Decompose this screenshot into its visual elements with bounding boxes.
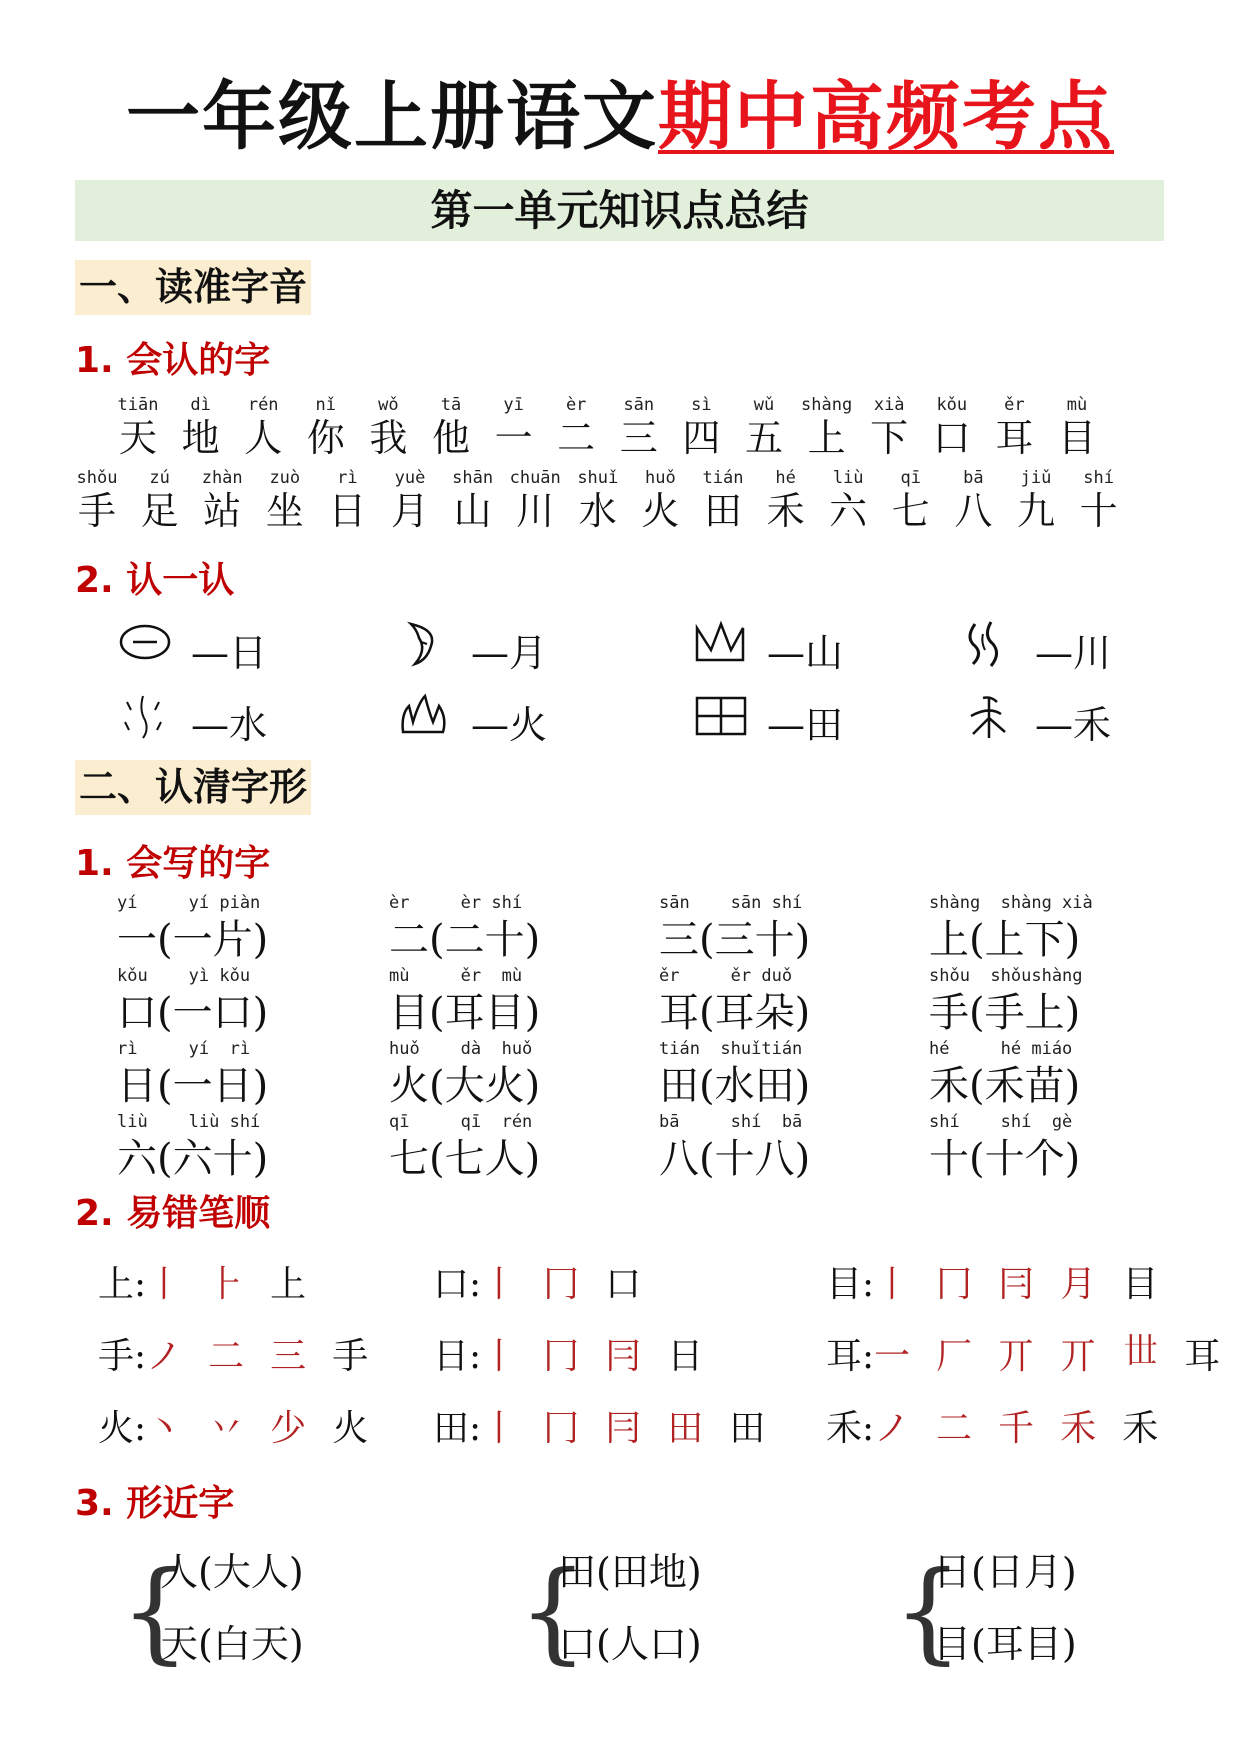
char-with-pinyin bbox=[379, 468, 441, 534]
stroke-steps bbox=[481, 1328, 703, 1379]
stroke-char: 上: bbox=[98, 1264, 147, 1305]
pictograph-label: —日 bbox=[191, 631, 268, 675]
pinyin: liù bbox=[832, 468, 864, 488]
char-with-pinyin bbox=[942, 468, 1004, 534]
hanzi: 目 bbox=[1057, 416, 1096, 460]
stroke-step: 目 bbox=[1122, 1264, 1159, 1305]
pinyin: shí bbox=[1083, 468, 1114, 488]
stroke-char: 火: bbox=[98, 1408, 147, 1449]
pinyin: tā bbox=[440, 395, 462, 415]
subheading-write-chars: 1. 会写的字 bbox=[75, 843, 271, 884]
hanzi: 天 bbox=[118, 416, 157, 460]
stroke-step: 口 bbox=[605, 1264, 642, 1305]
stroke-step: 二 bbox=[936, 1408, 973, 1449]
pinyin: bā bbox=[963, 468, 984, 488]
pinyin: rén bbox=[247, 395, 279, 415]
word-item bbox=[389, 1039, 629, 1109]
stroke-step: 三 bbox=[270, 1336, 307, 1377]
stroke-step: 日 bbox=[667, 1336, 704, 1377]
pinyin: wǒ bbox=[378, 395, 399, 415]
word-pinyin: kǒu yì kǒu bbox=[117, 966, 251, 986]
subheading-recognize-chars: 1. 会认的字 bbox=[75, 340, 271, 381]
stroke-step: 冂 bbox=[936, 1264, 973, 1305]
word-item bbox=[117, 966, 357, 1036]
stroke-step: ⺊ bbox=[208, 1264, 245, 1305]
stroke-step: 禾 bbox=[1060, 1408, 1097, 1449]
stroke-step: 冂 bbox=[543, 1336, 580, 1377]
word-item bbox=[929, 1112, 1169, 1182]
stroke-order-row bbox=[98, 1400, 368, 1451]
pictograph-label: —川 bbox=[1035, 631, 1112, 675]
pictograph-item bbox=[117, 692, 267, 751]
subheading-similar-chars: 3. 形近字 bbox=[75, 1483, 235, 1524]
stroke-order-row bbox=[826, 1256, 1158, 1307]
hanzi: 坐 bbox=[265, 489, 304, 533]
stroke-step: 手 bbox=[332, 1336, 369, 1377]
word-hanzi: 火(大火) bbox=[389, 1063, 541, 1109]
hanzi: 足 bbox=[140, 489, 179, 533]
stroke-order-row bbox=[433, 1256, 641, 1307]
stroke-step: 禾 bbox=[1122, 1408, 1159, 1449]
word-pinyin: shí shí gè bbox=[929, 1112, 1073, 1132]
char-with-pinyin bbox=[858, 395, 920, 461]
word-item bbox=[659, 966, 899, 1036]
word-item bbox=[389, 893, 629, 963]
word-hanzi: 八(十八) bbox=[659, 1136, 811, 1182]
pictograph-label: —田 bbox=[767, 703, 844, 747]
word-hanzi: 十(十个) bbox=[929, 1136, 1081, 1182]
stroke-char: 日: bbox=[433, 1336, 482, 1377]
stroke-step: 少 bbox=[270, 1408, 307, 1449]
pinyin: nǐ bbox=[315, 395, 337, 415]
pinyin: xià bbox=[873, 395, 905, 415]
similar-word: 日(日月) bbox=[933, 1550, 1077, 1594]
sun-pictograph-icon bbox=[117, 620, 173, 679]
char-with-pinyin bbox=[670, 395, 732, 461]
brace-icon: { bbox=[120, 1547, 190, 1675]
char-with-pinyin bbox=[1005, 468, 1067, 534]
pictograph-item bbox=[961, 620, 1111, 679]
word-pinyin: yí yí piàn bbox=[117, 893, 261, 913]
stroke-step: 火 bbox=[332, 1408, 369, 1449]
subheading-pictographs: 2. 认一认 bbox=[75, 560, 235, 601]
char-with-pinyin bbox=[1046, 395, 1108, 461]
hanzi: 五 bbox=[744, 416, 783, 460]
word-hanzi: 日(一日) bbox=[117, 1063, 269, 1109]
word-pinyin: tián shuǐtián bbox=[659, 1039, 803, 1059]
page-title bbox=[0, 58, 1240, 164]
pictograph-item bbox=[397, 692, 547, 751]
pinyin: tiān bbox=[117, 395, 159, 415]
hanzi: 六 bbox=[829, 489, 868, 533]
char-with-pinyin bbox=[232, 395, 294, 461]
stroke-step: 丌 bbox=[998, 1336, 1035, 1377]
pinyin: zuò bbox=[269, 468, 301, 488]
word-pinyin: hé hé miáo bbox=[929, 1039, 1073, 1059]
char-with-pinyin bbox=[629, 468, 691, 534]
stroke-step: 上 bbox=[270, 1264, 307, 1305]
char-with-pinyin bbox=[1068, 468, 1130, 534]
hanzi: 水 bbox=[578, 489, 617, 533]
hanzi: 你 bbox=[306, 416, 345, 460]
char-with-pinyin bbox=[170, 395, 232, 461]
pinyin: huǒ bbox=[645, 468, 676, 488]
hanzi: 他 bbox=[431, 416, 470, 460]
pinyin: zhàn bbox=[201, 468, 243, 488]
stroke-char: 禾: bbox=[826, 1408, 875, 1449]
hanzi: 田 bbox=[703, 489, 742, 533]
hanzi: 耳 bbox=[995, 416, 1034, 460]
stroke-step: 丷 bbox=[208, 1408, 245, 1449]
stroke-step: 冃 bbox=[605, 1336, 642, 1377]
stroke-step: 厂 bbox=[936, 1336, 973, 1377]
word-pinyin: qī qī rén bbox=[389, 1112, 533, 1132]
char-with-pinyin bbox=[504, 468, 566, 534]
stroke-char: 田: bbox=[433, 1408, 482, 1449]
word-pinyin: shàng shàng xià bbox=[929, 893, 1093, 913]
pinyin: yuè bbox=[394, 468, 426, 488]
stroke-step: 冂 bbox=[543, 1408, 580, 1449]
stroke-step: 一 bbox=[874, 1336, 911, 1377]
pinyin: shǒu bbox=[76, 468, 118, 488]
stroke-steps bbox=[874, 1400, 1158, 1451]
pinyin: sì bbox=[691, 395, 712, 415]
title-black: 一年级上册语文 bbox=[126, 74, 658, 160]
word-pinyin: sān sān shí bbox=[659, 893, 803, 913]
brace-icon: { bbox=[893, 1547, 963, 1675]
char-with-pinyin bbox=[66, 468, 128, 534]
hanzi: 四 bbox=[682, 416, 721, 460]
pictograph-item bbox=[961, 692, 1111, 751]
char-with-pinyin bbox=[921, 395, 983, 461]
mountain-pictograph-icon bbox=[693, 620, 749, 679]
similar-pair bbox=[160, 1536, 304, 1680]
stroke-char: 目: bbox=[826, 1264, 875, 1305]
stroke-order-row bbox=[433, 1400, 765, 1451]
hanzi: 一 bbox=[494, 416, 533, 460]
hanzi: 我 bbox=[369, 416, 408, 460]
stroke-step: 冂 bbox=[543, 1264, 580, 1305]
stroke-step: 冃 bbox=[605, 1408, 642, 1449]
stroke-steps bbox=[874, 1256, 1158, 1307]
word-item bbox=[389, 1112, 629, 1182]
title-red: 期中高频考点 bbox=[658, 74, 1114, 160]
stroke-steps bbox=[481, 1256, 641, 1307]
stroke-order-row bbox=[826, 1328, 1220, 1379]
water-pictograph-icon bbox=[117, 692, 173, 751]
pictograph-label: —禾 bbox=[1035, 703, 1112, 747]
pinyin: kǒu bbox=[936, 395, 968, 415]
hanzi: 山 bbox=[453, 489, 492, 533]
hanzi: 手 bbox=[77, 489, 116, 533]
unit-banner: 第一单元知识点总结 bbox=[75, 180, 1164, 241]
stroke-step: 丨 bbox=[481, 1408, 518, 1449]
char-with-pinyin bbox=[567, 468, 629, 534]
pictograph-item bbox=[693, 620, 843, 679]
hanzi: 禾 bbox=[766, 489, 805, 533]
stroke-steps bbox=[146, 1400, 368, 1451]
word-pinyin: rì yí rì bbox=[117, 1039, 251, 1059]
similar-word: 田(田地) bbox=[558, 1550, 702, 1594]
stroke-order-row bbox=[826, 1400, 1158, 1451]
stroke-step: ノ bbox=[874, 1408, 911, 1449]
pictograph-item bbox=[397, 620, 547, 679]
stroke-char: 口: bbox=[433, 1264, 482, 1305]
pinyin: jiǔ bbox=[1020, 468, 1052, 488]
pinyin: qī bbox=[900, 468, 922, 488]
word-hanzi: 七(七人) bbox=[389, 1136, 541, 1182]
fire-pictograph-icon bbox=[397, 692, 453, 751]
stroke-step: 丨 bbox=[146, 1264, 183, 1305]
pinyin: rì bbox=[337, 468, 358, 488]
stroke-step: 𠀍 bbox=[1122, 1331, 1159, 1372]
section-heading-shapes: 二、认清字形 bbox=[75, 760, 311, 815]
stroke-steps bbox=[146, 1328, 368, 1379]
stroke-step: 丨 bbox=[481, 1264, 518, 1305]
char-with-pinyin bbox=[733, 395, 795, 461]
stroke-step: 二 bbox=[208, 1336, 245, 1377]
stroke-step: 千 bbox=[998, 1408, 1035, 1449]
pictograph-item bbox=[693, 692, 843, 751]
word-hanzi: 口(一口) bbox=[117, 990, 269, 1036]
word-hanzi: 六(六十) bbox=[117, 1136, 269, 1182]
hanzi: 火 bbox=[641, 489, 680, 533]
word-hanzi: 一(一片) bbox=[117, 917, 269, 963]
word-item bbox=[659, 1039, 899, 1109]
pictograph-item bbox=[117, 620, 267, 679]
pinyin: yī bbox=[503, 395, 524, 415]
char-with-pinyin bbox=[295, 395, 357, 461]
subheading-stroke-order: 2. 易错笔顺 bbox=[75, 1193, 271, 1234]
word-pinyin: èr èr shí bbox=[389, 893, 523, 913]
word-hanzi: 田(水田) bbox=[659, 1063, 811, 1109]
hanzi: 三 bbox=[619, 416, 658, 460]
pinyin: shàng bbox=[801, 395, 853, 415]
hanzi: 七 bbox=[891, 489, 930, 533]
pinyin: shuǐ bbox=[577, 468, 619, 488]
pinyin: hé bbox=[775, 468, 796, 488]
word-pinyin: huǒ dà huǒ bbox=[389, 1039, 533, 1059]
char-with-pinyin bbox=[420, 395, 482, 461]
word-item bbox=[929, 893, 1169, 963]
similar-word: 天(白天) bbox=[160, 1622, 304, 1666]
hanzi: 日 bbox=[328, 489, 367, 533]
word-hanzi: 上(上下) bbox=[929, 917, 1081, 963]
stroke-steps bbox=[146, 1256, 306, 1307]
char-with-pinyin bbox=[545, 395, 607, 461]
stroke-steps bbox=[874, 1328, 1220, 1379]
stroke-step: 丌 bbox=[1060, 1336, 1097, 1377]
pictograph-label: —火 bbox=[471, 703, 548, 747]
pinyin: mù bbox=[1066, 395, 1088, 415]
pictograph-label: —山 bbox=[767, 631, 844, 675]
pinyin: tián bbox=[702, 468, 744, 488]
similar-pair bbox=[933, 1536, 1077, 1680]
char-with-pinyin bbox=[608, 395, 670, 461]
word-pinyin: mù ěr mù bbox=[389, 966, 523, 986]
stroke-step: 丨 bbox=[874, 1264, 911, 1305]
stroke-step: 耳 bbox=[1184, 1336, 1221, 1377]
char-with-pinyin bbox=[483, 395, 545, 461]
char-with-pinyin bbox=[357, 395, 419, 461]
similar-word: 人(大人) bbox=[160, 1550, 304, 1594]
stroke-step: ノ bbox=[146, 1336, 183, 1377]
char-with-pinyin bbox=[107, 395, 169, 461]
pinyin: èr bbox=[565, 395, 587, 415]
stroke-step: 月 bbox=[1060, 1264, 1097, 1305]
grain-pictograph-icon bbox=[961, 692, 1017, 751]
section-heading-pronunciation: 一、读准字音 bbox=[75, 260, 311, 315]
pictograph-label: —月 bbox=[471, 631, 548, 675]
word-item bbox=[929, 1039, 1169, 1109]
pinyin: ěr bbox=[1004, 395, 1025, 415]
hanzi: 月 bbox=[390, 489, 429, 533]
char-with-pinyin bbox=[692, 468, 754, 534]
word-hanzi: 手(手上) bbox=[929, 990, 1081, 1036]
char-with-pinyin bbox=[880, 468, 942, 534]
pinyin: wǔ bbox=[753, 395, 775, 415]
pinyin: dì bbox=[190, 395, 211, 415]
hanzi: 川 bbox=[516, 489, 555, 533]
word-pinyin: bā shí bā bbox=[659, 1112, 803, 1132]
hanzi: 站 bbox=[203, 489, 242, 533]
stroke-char: 耳: bbox=[826, 1336, 875, 1377]
stroke-step: 田 bbox=[729, 1408, 766, 1449]
hanzi: 下 bbox=[870, 416, 909, 460]
word-item bbox=[659, 893, 899, 963]
char-with-pinyin bbox=[316, 468, 378, 534]
stroke-order-row bbox=[433, 1328, 703, 1379]
hanzi: 口 bbox=[932, 416, 971, 460]
char-with-pinyin bbox=[796, 395, 858, 461]
word-pinyin: liù liù shí bbox=[117, 1112, 261, 1132]
hanzi: 上 bbox=[807, 416, 846, 460]
stroke-step: 冃 bbox=[998, 1264, 1035, 1305]
word-pinyin: ěr ěr duǒ bbox=[659, 966, 793, 986]
moon-pictograph-icon bbox=[397, 620, 453, 679]
word-hanzi: 目(耳目) bbox=[389, 990, 541, 1036]
similar-word: 口(人口) bbox=[558, 1622, 702, 1666]
word-item bbox=[389, 966, 629, 1036]
char-with-pinyin bbox=[755, 468, 817, 534]
word-hanzi: 禾(禾苗) bbox=[929, 1063, 1081, 1109]
char-with-pinyin bbox=[254, 468, 316, 534]
word-hanzi: 三(三十) bbox=[659, 917, 811, 963]
char-with-pinyin bbox=[191, 468, 253, 534]
word-item bbox=[659, 1112, 899, 1182]
word-hanzi: 耳(耳朵) bbox=[659, 990, 811, 1036]
word-hanzi: 二(二十) bbox=[389, 917, 541, 963]
hanzi: 地 bbox=[181, 416, 220, 460]
pictograph-label: —水 bbox=[191, 703, 268, 747]
pinyin: zú bbox=[149, 468, 170, 488]
word-item bbox=[117, 1039, 357, 1109]
hanzi: 八 bbox=[954, 489, 993, 533]
stroke-step: 丶 bbox=[146, 1408, 183, 1449]
word-item bbox=[117, 893, 357, 963]
char-with-pinyin bbox=[817, 468, 879, 534]
pinyin: chuān bbox=[509, 468, 561, 488]
char-with-pinyin bbox=[442, 468, 504, 534]
stroke-steps bbox=[481, 1400, 765, 1451]
word-item bbox=[117, 1112, 357, 1182]
stroke-order-row bbox=[98, 1256, 306, 1307]
similar-pair bbox=[558, 1536, 702, 1680]
stroke-char: 手: bbox=[98, 1336, 147, 1377]
hanzi: 二 bbox=[557, 416, 596, 460]
char-with-pinyin bbox=[129, 468, 191, 534]
stroke-step: 丨 bbox=[481, 1336, 518, 1377]
stroke-step: 田 bbox=[667, 1408, 704, 1449]
pinyin: shān bbox=[452, 468, 494, 488]
similar-word: 目(耳目) bbox=[933, 1622, 1077, 1666]
pinyin: sān bbox=[623, 395, 655, 415]
word-item bbox=[929, 966, 1169, 1036]
brace-icon: { bbox=[518, 1547, 588, 1675]
hanzi: 九 bbox=[1016, 489, 1055, 533]
river-pictograph-icon bbox=[961, 620, 1017, 679]
stroke-order-row bbox=[98, 1328, 368, 1379]
word-pinyin: shǒu shǒushàng bbox=[929, 966, 1083, 986]
hanzi: 人 bbox=[244, 416, 283, 460]
hanzi: 十 bbox=[1079, 489, 1118, 533]
field-pictograph-icon bbox=[693, 692, 749, 751]
char-with-pinyin bbox=[983, 395, 1045, 461]
